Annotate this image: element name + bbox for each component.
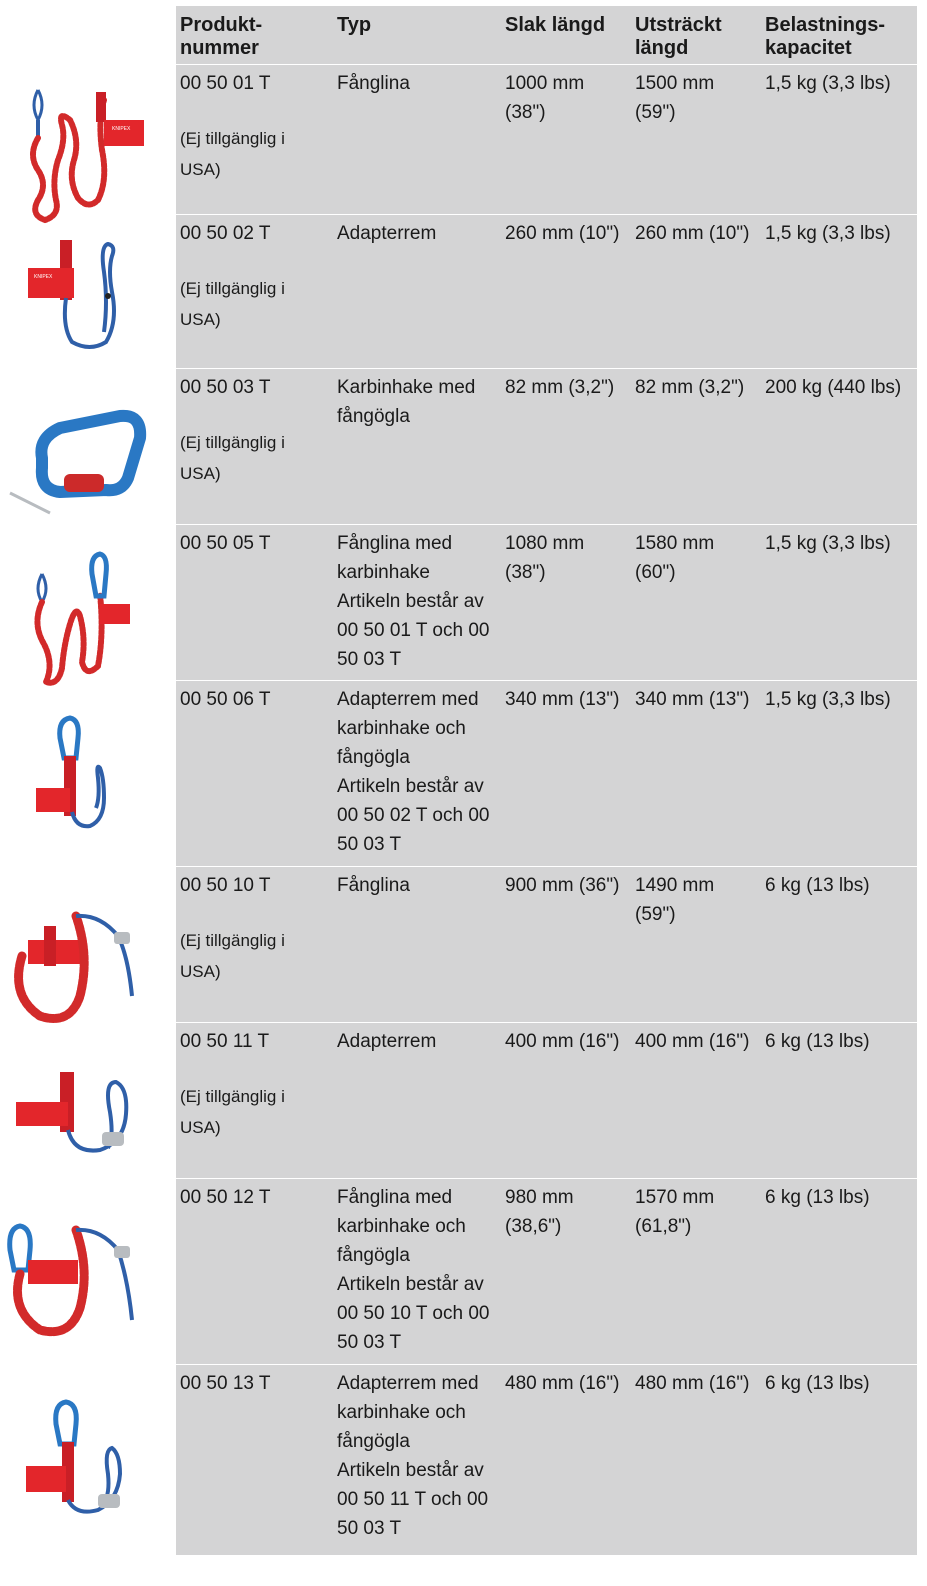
cell-type: [333, 1179, 501, 1365]
availability-note: (Ej tillgänglig i USA): [180, 129, 285, 179]
product-number: 00 50 10 T: [180, 875, 271, 896]
product-image-adapter-carabiner: [0, 708, 176, 858]
cell-product-number: [176, 215, 333, 369]
header-slack-length-text: Slak längd: [505, 14, 606, 36]
product-type-detail: Artikeln består av 00 50 11 T och 00 50 03 T: [337, 1460, 489, 1539]
cell-type: [333, 1023, 501, 1179]
cell-extended-length: 400 mm (16"): [631, 1023, 761, 1179]
cell-type: [333, 525, 501, 681]
product-image-heavy-adapter: [0, 1058, 176, 1188]
product-image-heavy-adapter-carabiner: [0, 1390, 176, 1540]
cell-slack-length: 480 mm (16"): [501, 1365, 631, 1555]
product-type: Fånglina: [337, 875, 410, 896]
cell-product-number: [176, 525, 333, 681]
knipex-tag-text: KNIPEX: [34, 274, 53, 280]
availability-note: (Ej tillgänglig i USA): [180, 279, 285, 329]
cell-type: [333, 65, 501, 215]
heavy-lanyard-carabiner-icon: [0, 1210, 176, 1360]
product-type-detail: Artikeln består av 00 50 02 T och 00 50 03 T: [337, 776, 490, 855]
cell-slack-length: 340 mm (13"): [501, 681, 631, 867]
header-type-text: Typ: [337, 14, 372, 36]
product-number: 00 50 02 T: [180, 223, 271, 244]
availability-note: (Ej tillgänglig i USA): [180, 433, 285, 483]
cell-product-number: [176, 1179, 333, 1365]
cell-product-number: [176, 65, 333, 215]
cell-extended-length: 82 mm (3,2"): [631, 369, 761, 525]
table-header-row: [176, 6, 917, 65]
cell-load-capacity: 6 kg (13 lbs): [761, 867, 917, 1023]
header-load-capacity-text: Belastnings- kapacitet: [765, 14, 886, 59]
cell-load-capacity: 6 kg (13 lbs): [761, 1023, 917, 1179]
product-type: Adapterrem med karbinhake och fångögla: [337, 689, 479, 768]
cell-type: [333, 1365, 501, 1555]
carabiner-icon: [0, 388, 176, 538]
adapter-carabiner-icon: [0, 708, 176, 858]
cell-extended-length: 1570 mm (61,8"): [631, 1179, 761, 1365]
header-slack-length: [501, 6, 631, 65]
product-type: Fånglina: [337, 73, 410, 94]
product-number: 00 50 06 T: [180, 689, 271, 710]
cell-slack-length: 82 mm (3,2"): [501, 369, 631, 525]
product-type: Adapterrem: [337, 1031, 437, 1052]
product-type: Adapterrem med karbinhake och fångögla: [337, 1373, 479, 1452]
cell-slack-length: 260 mm (10"): [501, 215, 631, 369]
product-number: 00 50 03 T: [180, 377, 271, 398]
header-product-number-text: Produkt- nummer: [180, 14, 263, 59]
product-spec-table: [176, 6, 917, 1555]
lanyard-carabiner-icon: [0, 544, 176, 694]
cell-load-capacity: 200 kg (440 lbs): [761, 369, 917, 525]
cell-extended-length: 1490 mm (59"): [631, 867, 761, 1023]
header-extended-length-text: Utsträckt längd: [635, 14, 722, 59]
cell-product-number: [176, 1365, 333, 1555]
cell-load-capacity: 1,5 kg (3,3 lbs): [761, 681, 917, 867]
table-row: [176, 1179, 917, 1365]
product-type: Fånglina med karbinhake och fångögla: [337, 1187, 466, 1266]
cell-slack-length: 900 mm (36"): [501, 867, 631, 1023]
product-type: Adapterrem: [337, 223, 437, 244]
product-type: Karbinhake med fångögla: [337, 377, 476, 427]
header-load-capacity: [761, 6, 917, 65]
cell-slack-length: 1080 mm (38"): [501, 525, 631, 681]
table-row: [176, 867, 917, 1023]
table-row: [176, 525, 917, 681]
product-number: 00 50 11 T: [180, 1031, 270, 1052]
product-image-lanyard: [0, 80, 176, 230]
cell-product-number: [176, 681, 333, 867]
heavy-adapter-carabiner-icon: [0, 1390, 176, 1540]
product-type-detail: Artikeln består av 00 50 10 T och 00 50 03 T: [337, 1274, 490, 1353]
table-row: [176, 681, 917, 867]
product-type-detail: Artikeln består av 00 50 01 T och 00 50 03 T: [337, 591, 490, 670]
product-images-column: [0, 0, 176, 1586]
product-number: 00 50 05 T: [180, 533, 271, 554]
table-row: [176, 369, 917, 525]
product-image-carabiner: [0, 388, 176, 538]
product-number: 00 50 13 T: [180, 1373, 271, 1394]
cell-load-capacity: 1,5 kg (3,3 lbs): [761, 215, 917, 369]
product-image-adapter-strap: [0, 232, 176, 382]
cell-load-capacity: 1,5 kg (3,3 lbs): [761, 65, 917, 215]
product-image-lanyard-carabiner: [0, 544, 176, 694]
cell-slack-length: 400 mm (16"): [501, 1023, 631, 1179]
cell-extended-length: 260 mm (10"): [631, 215, 761, 369]
heavy-lanyard-icon: [0, 896, 176, 1046]
product-image-heavy-lanyard: [0, 896, 176, 1046]
red-lanyard-icon: [0, 80, 176, 230]
header-type: [333, 6, 501, 65]
table-row: [176, 215, 917, 369]
cell-load-capacity: 1,5 kg (3,3 lbs): [761, 525, 917, 681]
adapter-strap-icon: [0, 232, 176, 382]
knipex-tag-text: KNIPEX: [112, 126, 131, 132]
header-product-number: [176, 6, 333, 65]
cell-type: [333, 681, 501, 867]
cell-type: [333, 369, 501, 525]
cell-slack-length: 1000 mm (38"): [501, 65, 631, 215]
cell-extended-length: 480 mm (16"): [631, 1365, 761, 1555]
availability-note: (Ej tillgänglig i USA): [180, 1087, 285, 1137]
header-extended-length: [631, 6, 761, 65]
cell-extended-length: 1580 mm (60"): [631, 525, 761, 681]
cell-product-number: [176, 369, 333, 525]
product-image-heavy-lanyard-carabiner: [0, 1210, 176, 1360]
product-type: Fånglina med karbinhake: [337, 533, 453, 583]
table-row: [176, 1023, 917, 1179]
cell-load-capacity: 6 kg (13 lbs): [761, 1365, 917, 1555]
cell-type: [333, 867, 501, 1023]
product-number: 00 50 01 T: [180, 73, 271, 94]
availability-note: (Ej tillgänglig i USA): [180, 931, 285, 981]
cell-load-capacity: 6 kg (13 lbs): [761, 1179, 917, 1365]
cell-slack-length: 980 mm (38,6"): [501, 1179, 631, 1365]
table-row: [176, 65, 917, 215]
table-row: [176, 1365, 917, 1555]
cell-extended-length: 340 mm (13"): [631, 681, 761, 867]
cell-type: [333, 215, 501, 369]
cell-product-number: [176, 1023, 333, 1179]
cell-product-number: [176, 867, 333, 1023]
product-number: 00 50 12 T: [180, 1187, 271, 1208]
heavy-adapter-icon: [0, 1058, 176, 1188]
cell-extended-length: 1500 mm (59"): [631, 65, 761, 215]
